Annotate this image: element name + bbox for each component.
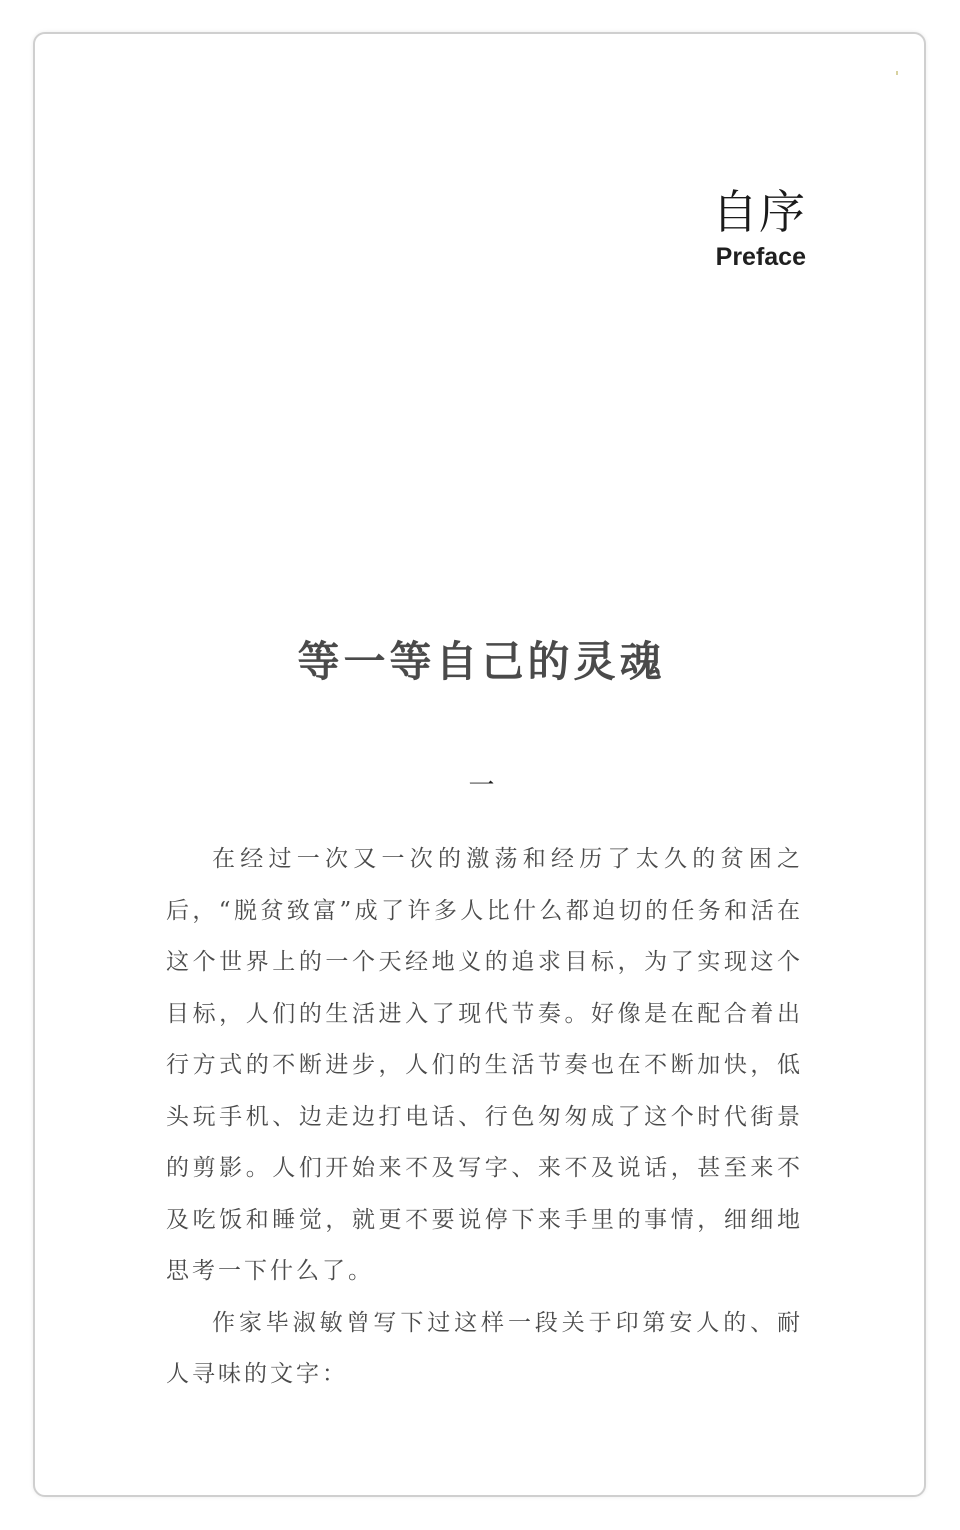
body-text	[166, 834, 803, 1401]
heading-chinese: 自序	[712, 185, 806, 239]
paragraph: 作家毕淑敏曾写下过这样一段关于印第安人的、耐人寻味的文字：	[166, 1309, 803, 1387]
paragraph: 在经过一次又一次的激荡和经历了太久的贫困之后，“脱贫致富”成了许多人比什么都迫切的任务和活在这个世界上的一个天经地义的追求目标，为了实现这个目标，人们的生活进入了现代节奏。好像是在配合着出行方式的不断进步，人们的生活节奏也在不断加快，低头玩手机、边走边打电话、行色匆匆成了这个时代街景的剪影。人们开始来不及写字、来不及说话，甚至来不及吃饭和睡觉，就更不要说停下来手里的事情，细细地思考一下什么了。	[166, 846, 803, 1284]
book-page	[33, 32, 926, 1497]
section-number: 一	[468, 771, 495, 801]
heading-english: Preface	[715, 243, 806, 271]
paper-speck	[896, 71, 898, 75]
essay-title: 等一等自己的灵魂	[297, 637, 666, 686]
chapter-heading	[712, 184, 806, 272]
